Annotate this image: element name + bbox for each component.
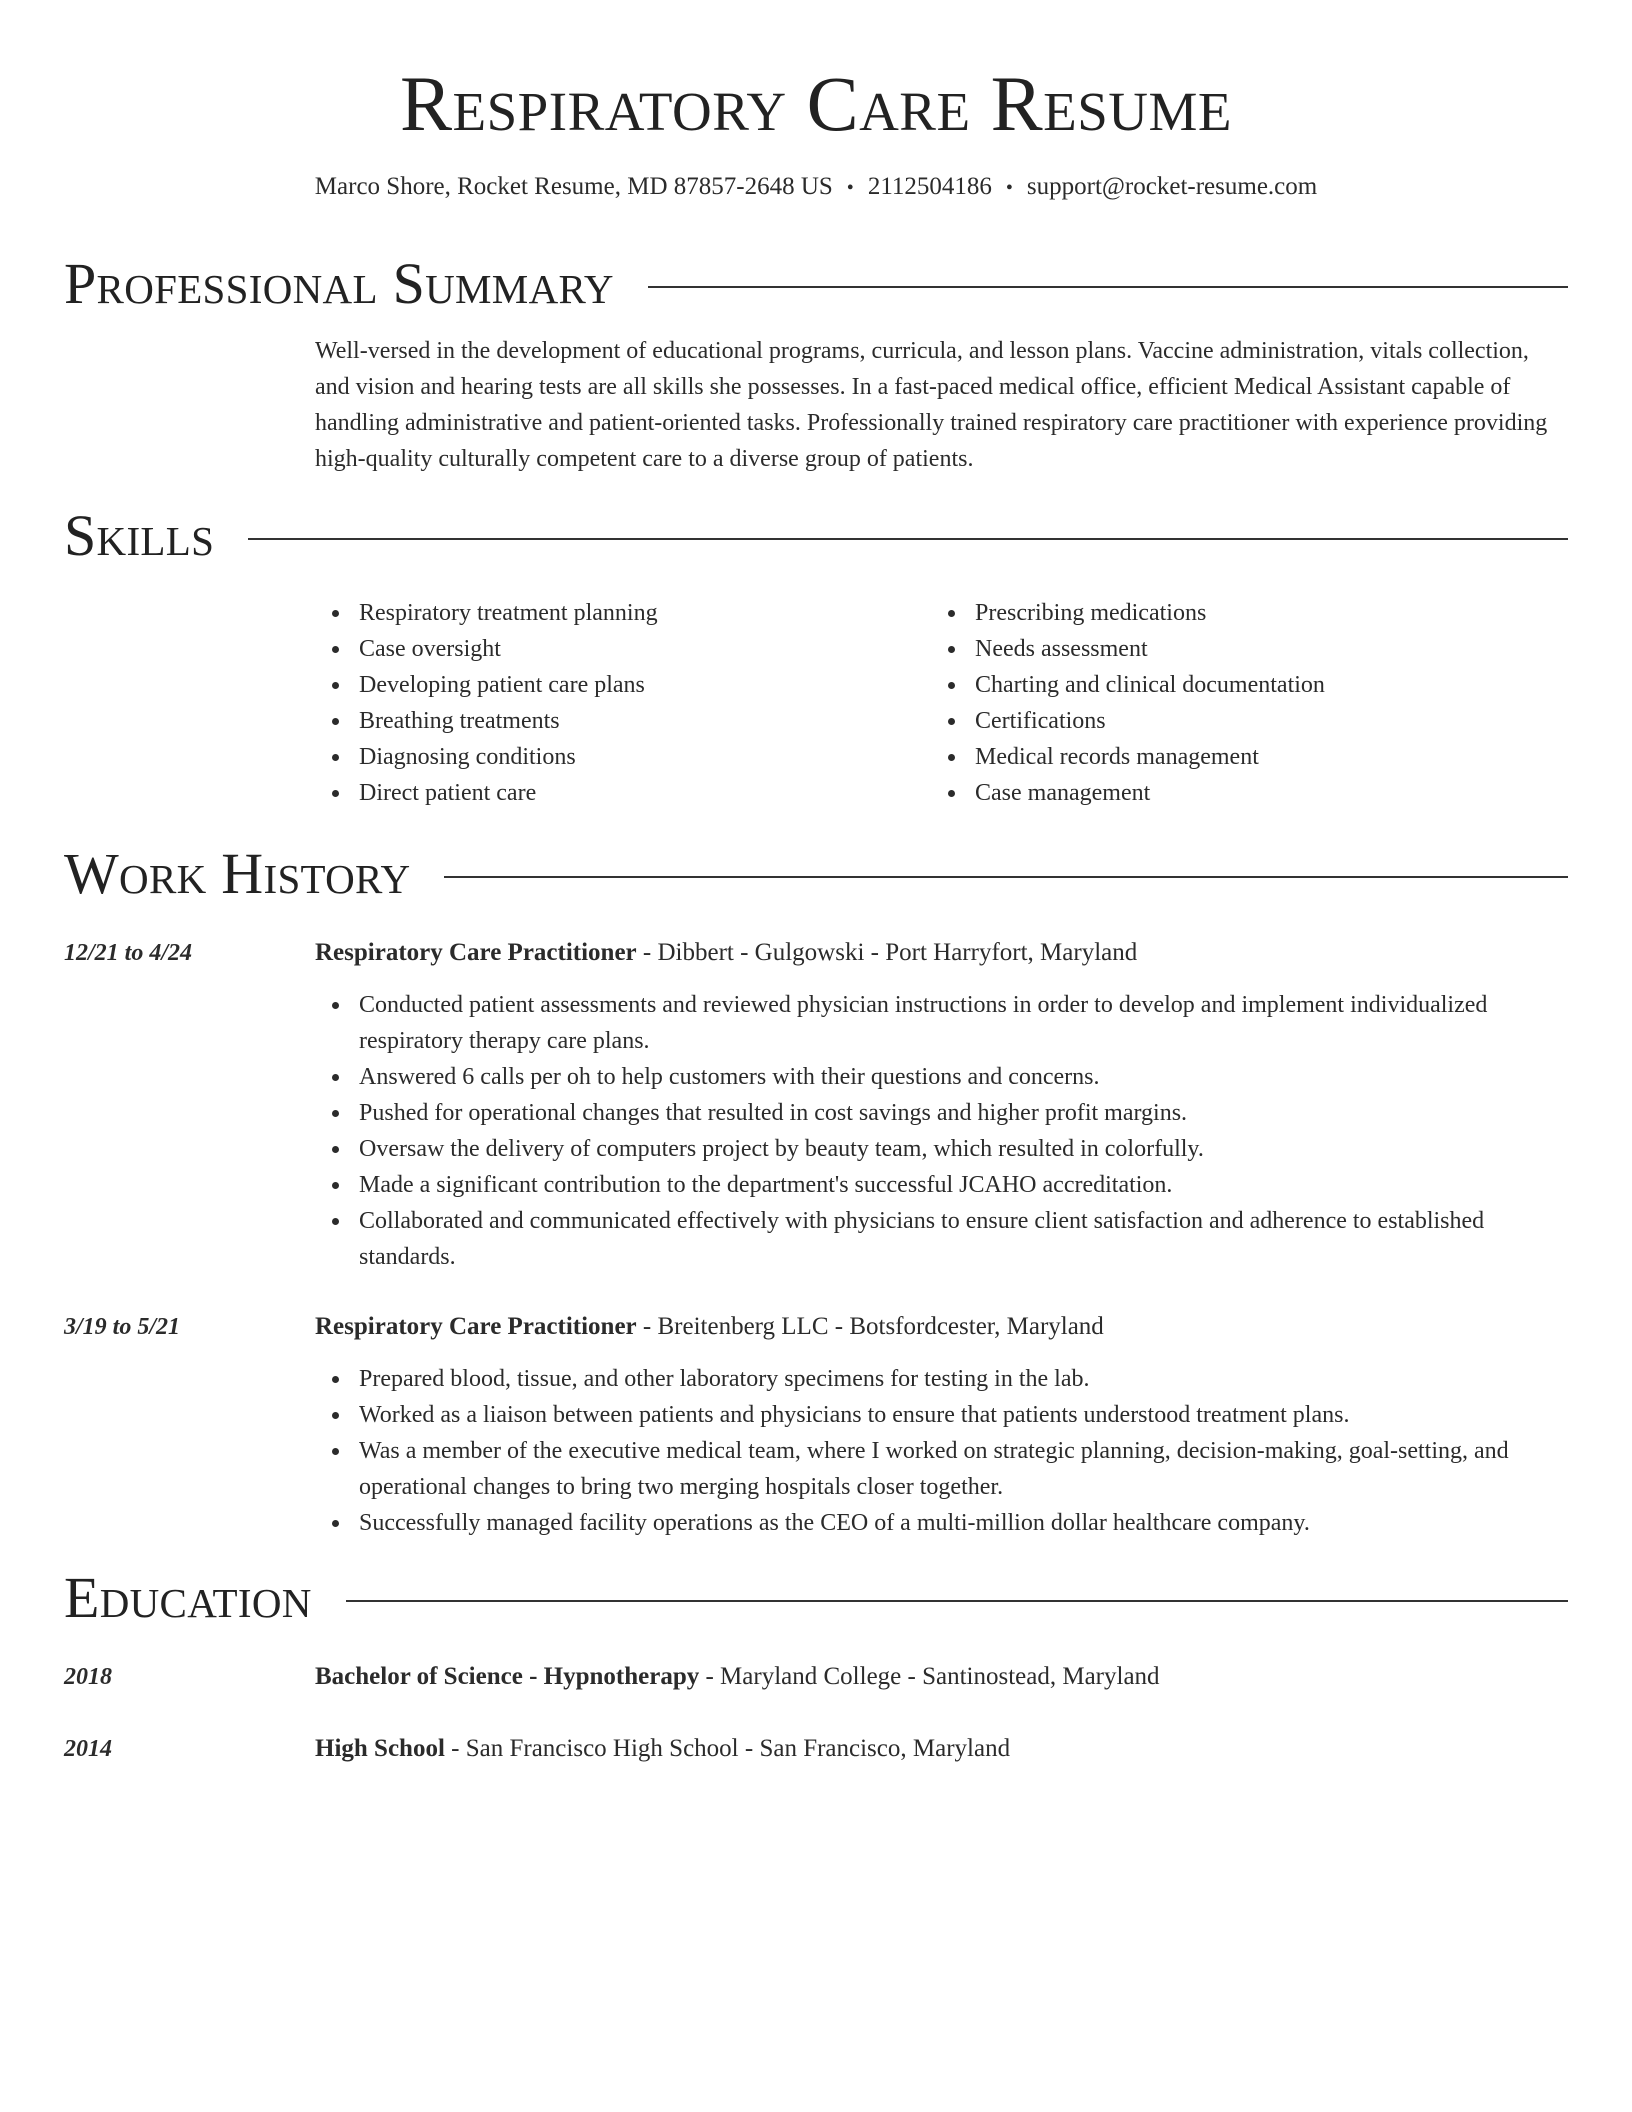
job-title: Respiratory Care Practitioner [315,1313,637,1340]
education-degree: High School [315,1735,445,1762]
job-bullet: Collaborated and communicated effectively with physicians to ensure client satisfaction and adherence to established standards. [315,1203,1568,1275]
education-degree: Bachelor of Science - Hypnotherapy [315,1663,700,1690]
skill-item: Case oversight [315,631,931,667]
contact-separator: • [846,177,854,199]
job-bullet: Oversaw the delivery of computers project by beauty team, which resulted in colorfully. [315,1131,1568,1167]
summary-section [64,251,1568,477]
skill-item: Prescribing medications [931,595,1547,631]
skill-item: Case management [931,775,1547,811]
job-bullets [315,987,1568,1275]
skill-item: Medical records management [931,739,1547,775]
skill-item: Charting and clinical documentation [931,667,1547,703]
education-year: 2018 [64,1664,112,1690]
skills-heading: Skills [64,503,215,568]
skills-grid [315,595,1568,811]
section-divider [444,876,1568,878]
job-dates: 3/19 to 5/21 [64,1314,181,1340]
education-school-location: - San Francisco High School - San Francisco, Maryland [444,1735,1011,1762]
job-dates: 12/21 to 4/24 [64,940,193,966]
summary-heading: Professional Summary [64,251,614,316]
job-bullet: Was a member of the executive medical team, where I worked on strategic planning, decision-making, goal-setting, and operational changes to bring two merging hospitals closer together. [315,1433,1568,1505]
education-heading: Education [64,1565,312,1630]
job-employer-location: - Breitenberg LLC - Botsfordcester, Maryland [636,1313,1104,1340]
education-school-location: - Maryland College - Santinostead, Maryland [699,1663,1160,1690]
job-headline [315,1309,1568,1345]
job-bullets [315,1361,1568,1541]
job-entry [64,1309,1568,1541]
education-section-header [64,1565,1568,1631]
education-section [64,1565,1568,1767]
job-bullet: Prepared blood, tissue, and other laboratory specimens for testing in the lab. [315,1361,1568,1397]
education-year: 2014 [64,1736,112,1762]
job-bullet: Conducted patient assessments and reviewed physician instructions in order to develop and implement individualized respiratory therapy care plans. [315,987,1568,1059]
job-bullet: Worked as a liaison between patients and physicians to ensure that patients understood treatment plans. [315,1397,1568,1433]
contact-line [64,170,1568,205]
work-history-heading: Work History [64,841,411,906]
skill-item: Needs assessment [931,631,1547,667]
skill-item: Diagnosing conditions [315,739,931,775]
contact-address: Marco Shore, Rocket Resume, MD 87857-2648 US [314,173,833,200]
education-headline [315,1659,1568,1695]
work-history-section [64,841,1568,1541]
section-divider [248,538,1568,540]
skill-item: Developing patient care plans [315,667,931,703]
skill-item: Respiratory treatment planning [315,595,931,631]
resume-page [64,0,1568,1767]
job-employer-location: - Dibbert - Gulgowski - Port Harryfort, Maryland [636,939,1138,966]
education-entry [64,1731,1568,1767]
job-entry [64,935,1568,1275]
resume-title: Respiratory Care Resume [399,60,1233,147]
job-bullet: Answered 6 calls per oh to help customers with their questions and concerns. [315,1059,1568,1095]
skill-item: Certifications [931,703,1547,739]
contact-email: support@rocket-resume.com [1026,173,1318,200]
education-headline [315,1731,1568,1767]
skills-section-header [64,503,1568,569]
job-bullet: Made a significant contribution to the department's successful JCAHO accreditation. [315,1167,1568,1203]
contact-separator: • [1005,177,1013,199]
summary-text: Well-versed in the development of educational programs, curricula, and lesson plans. Vaccine administration, vitals collection, and vision and hearing tests are all skills she possesses. In a fast-paced medical office, efficient Medical Assistant capable of handling administrative and patient-oriented tasks. Professionally trained respiratory care practitioner with experience providing high-quality culturally competent care to a diverse group of patients. [315,338,1548,472]
education-entry [64,1659,1568,1695]
job-title: Respiratory Care Practitioner [315,939,637,966]
job-bullet: Successfully managed facility operations as the CEO of a multi-million dollar healthcare company. [315,1505,1568,1541]
summary-section-header [64,251,1568,317]
job-bullet: Pushed for operational changes that resulted in cost savings and higher profit margins. [315,1095,1568,1131]
work-history-section-header [64,841,1568,907]
skills-column-left [315,595,931,811]
job-headline [315,935,1568,971]
skill-item: Direct patient care [315,775,931,811]
section-divider [648,286,1568,288]
skills-section [64,503,1568,811]
skills-column-right [931,595,1547,811]
section-divider [346,1600,1568,1602]
contact-phone: 2112504186 [867,173,992,200]
skill-item: Breathing treatments [315,703,931,739]
